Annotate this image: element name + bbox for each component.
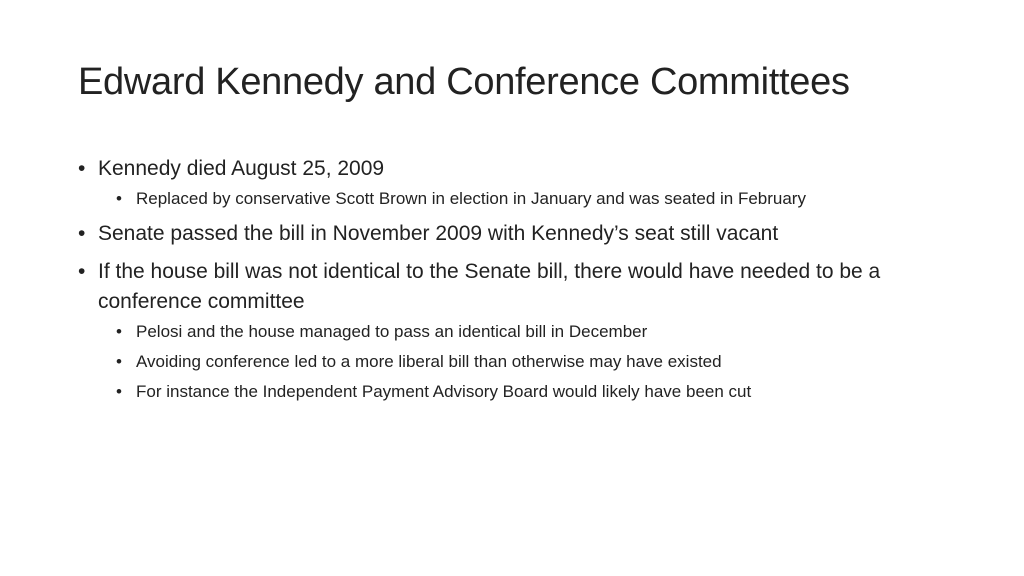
bullet-item <box>78 219 958 249</box>
sub-bullet-list <box>98 319 958 404</box>
bullet-icon: • <box>78 222 86 245</box>
sub-bullet-text: Avoiding conference led to a more liberal bill than otherwise may have existed <box>136 352 722 371</box>
bullet-text: Kennedy died August 25, 2009 <box>98 157 385 180</box>
bullet-list <box>78 154 958 404</box>
sub-bullet-text: For instance the Independent Payment Advisory Board would likely have been cut <box>136 382 752 401</box>
slide-title: Edward Kennedy and Conference Committees <box>78 61 850 103</box>
bullet-text: Senate passed the bill in November 2009 with Kennedy’s seat still vacant <box>98 222 779 245</box>
sub-bullet-text: Pelosi and the house managed to pass an identical bill in December <box>136 322 648 341</box>
bullet-icon: • <box>116 189 122 208</box>
sub-bullet-item <box>116 349 958 374</box>
bullet-icon: • <box>116 322 122 341</box>
bullet-icon: • <box>116 352 122 371</box>
bullet-icon: • <box>116 382 122 401</box>
bullet-item <box>78 154 958 211</box>
bullet-icon: • <box>78 260 86 283</box>
sub-bullet-item <box>116 319 958 344</box>
bullet-icon: • <box>78 157 86 180</box>
sub-bullet-text: Replaced by conservative Scott Brown in election in January and was seated in February <box>136 189 806 208</box>
sub-bullet-item <box>116 186 958 211</box>
sub-bullet-item <box>116 379 958 404</box>
bullet-text: If the house bill was not identical to the Senate bill, there would have needed to be a conference committee <box>98 260 881 313</box>
sub-bullet-list <box>98 186 958 211</box>
bullet-item <box>78 257 958 404</box>
